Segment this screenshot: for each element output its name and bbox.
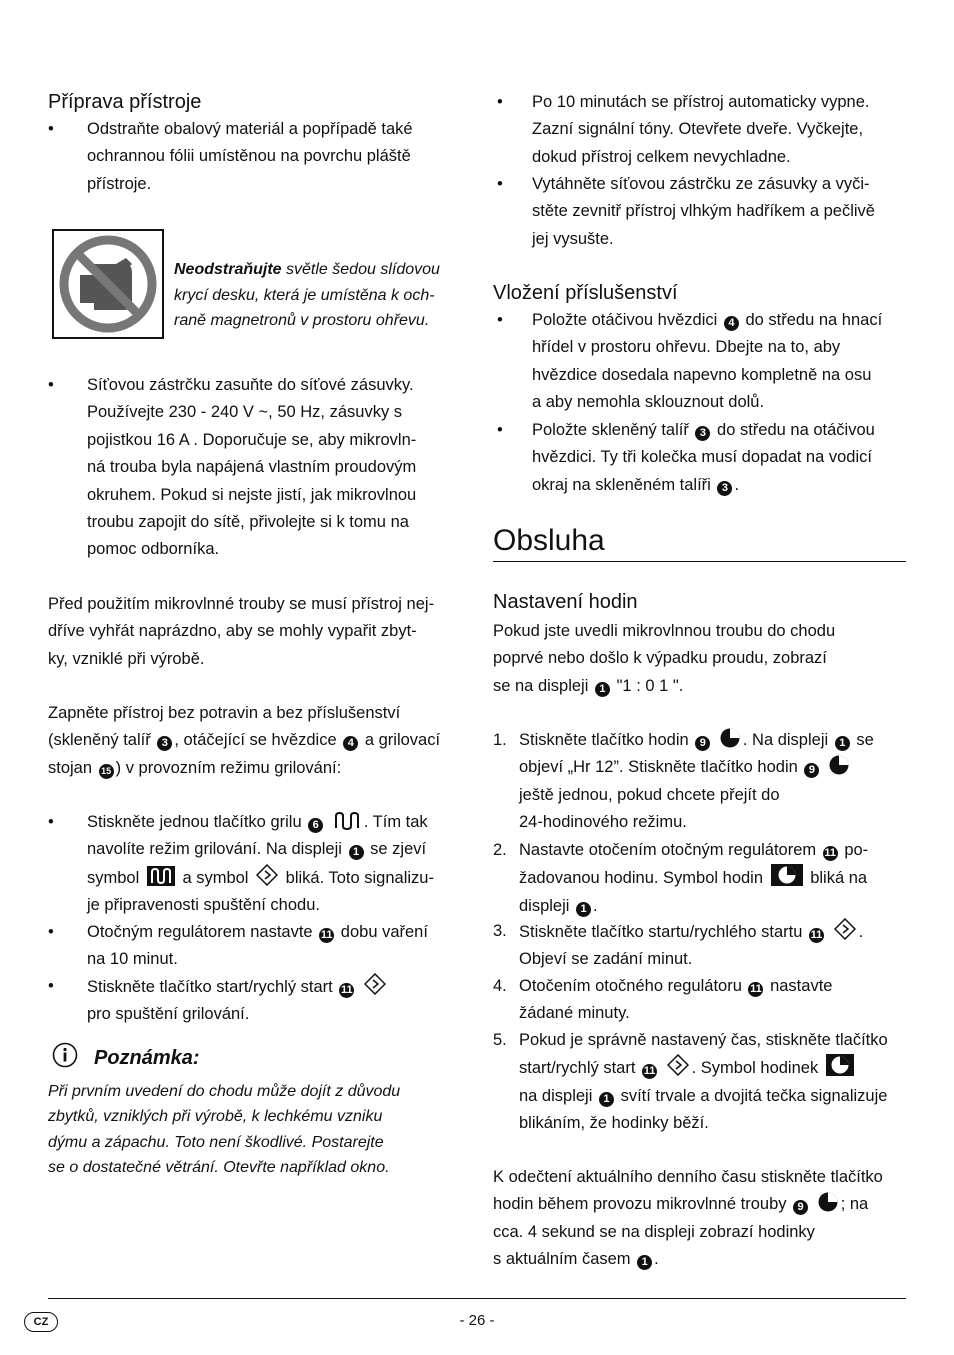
number-badge: 6 (308, 818, 323, 833)
number-badge: 11 (810, 929, 823, 941)
number-badge: 3 (695, 426, 710, 441)
paragraph: Zapněte přístroj bez potravin a bez příslušenství (skleněný talíř 3 , otáčející se hvězdice 4 a grilovací stojan 15 ) v provozním režimu grilování: (48, 704, 441, 777)
clock-icon (818, 1192, 838, 1212)
number-badge: 1 (595, 682, 610, 697)
info-icon (52, 1042, 78, 1073)
heading-accessories: Vložení příslušenství (493, 282, 678, 304)
number-badge: 1 (576, 902, 591, 917)
clock-icon (720, 728, 740, 748)
number-badge: 11 (320, 929, 333, 941)
note-text: Při prvním uvedení do chodu může dojít z důvodu zbytků, vzniklých při výrobě, k lechkému vzniku dýmu a zápachu. Toto není škodlivé. Postarejte se o dostatečné větrání. Otevřte například okno. (48, 1083, 401, 1176)
no-hand-warning-icon (52, 229, 164, 339)
grill-symbol-icon (147, 866, 175, 886)
grill-icon (333, 812, 361, 830)
number-badge: 4 (724, 316, 739, 331)
number-badge: 11 (750, 983, 762, 995)
paragraph: K odečtení aktuálního denního času stiskněte tlačítko hodin během provozu mikrovlnné trouby 9 ; na cca. 4 sekund se na displeji zobrazí hodinky s aktuálním časem 1 . (493, 1168, 883, 1269)
paragraph: Pokud jste uvedli mikrovlnnou troubu do chodu poprvé nebo došlo k výpadku proudu, zobrazí se na displeji 1 "1 : 0 1 ". (493, 622, 836, 695)
number-badge: 11 (341, 984, 353, 996)
heading-preparation: Příprava přístroje (48, 91, 202, 113)
number-badge: 9 (804, 763, 819, 778)
number-badge: 3 (157, 736, 172, 751)
number-badge: 11 (643, 1065, 656, 1078)
section-title: Obsluha (493, 524, 605, 557)
number-badge: 1 (637, 1255, 652, 1270)
warning-text: Neodstraňujte světle šedou slídovou krycí desku, která je umístěna k och- raně magnetronů v prostoru ohřevu. (174, 261, 440, 329)
number-badge: 15 (99, 764, 114, 779)
start-diamond-icon (834, 918, 856, 940)
country-badge: CZ (24, 1312, 58, 1332)
heading-clock: Nastavení hodin (493, 591, 638, 613)
start-diamond-icon (256, 864, 278, 886)
start-diamond-icon (364, 973, 386, 995)
page-number: - 26 - (459, 1312, 495, 1329)
number-badge: 4 (343, 736, 358, 751)
clock-icon (829, 755, 849, 775)
prohibition-icon (54, 231, 162, 337)
number-badge: 1 (349, 845, 364, 860)
number-badge: 1 (599, 1092, 614, 1107)
number-badge: 3 (717, 481, 732, 496)
title-rule (493, 561, 906, 562)
footer-rule (48, 1298, 906, 1299)
clock-symbol-icon (826, 1054, 854, 1076)
clock-symbol-icon (771, 864, 803, 886)
number-badge: 9 (793, 1200, 808, 1215)
start-diamond-icon (667, 1054, 689, 1076)
number-badge: 11 (824, 847, 837, 859)
number-badge: 1 (835, 736, 850, 751)
note-title: Poznámka: (94, 1047, 200, 1069)
number-badge: 9 (695, 736, 710, 751)
paragraph: Před použitím mikrovlnné trouby se musí přístroj nej- dříve vyhřát naprázdno, aby se mohly vypařit zbyt- ky, vzniklé při výrobě. (48, 595, 435, 668)
